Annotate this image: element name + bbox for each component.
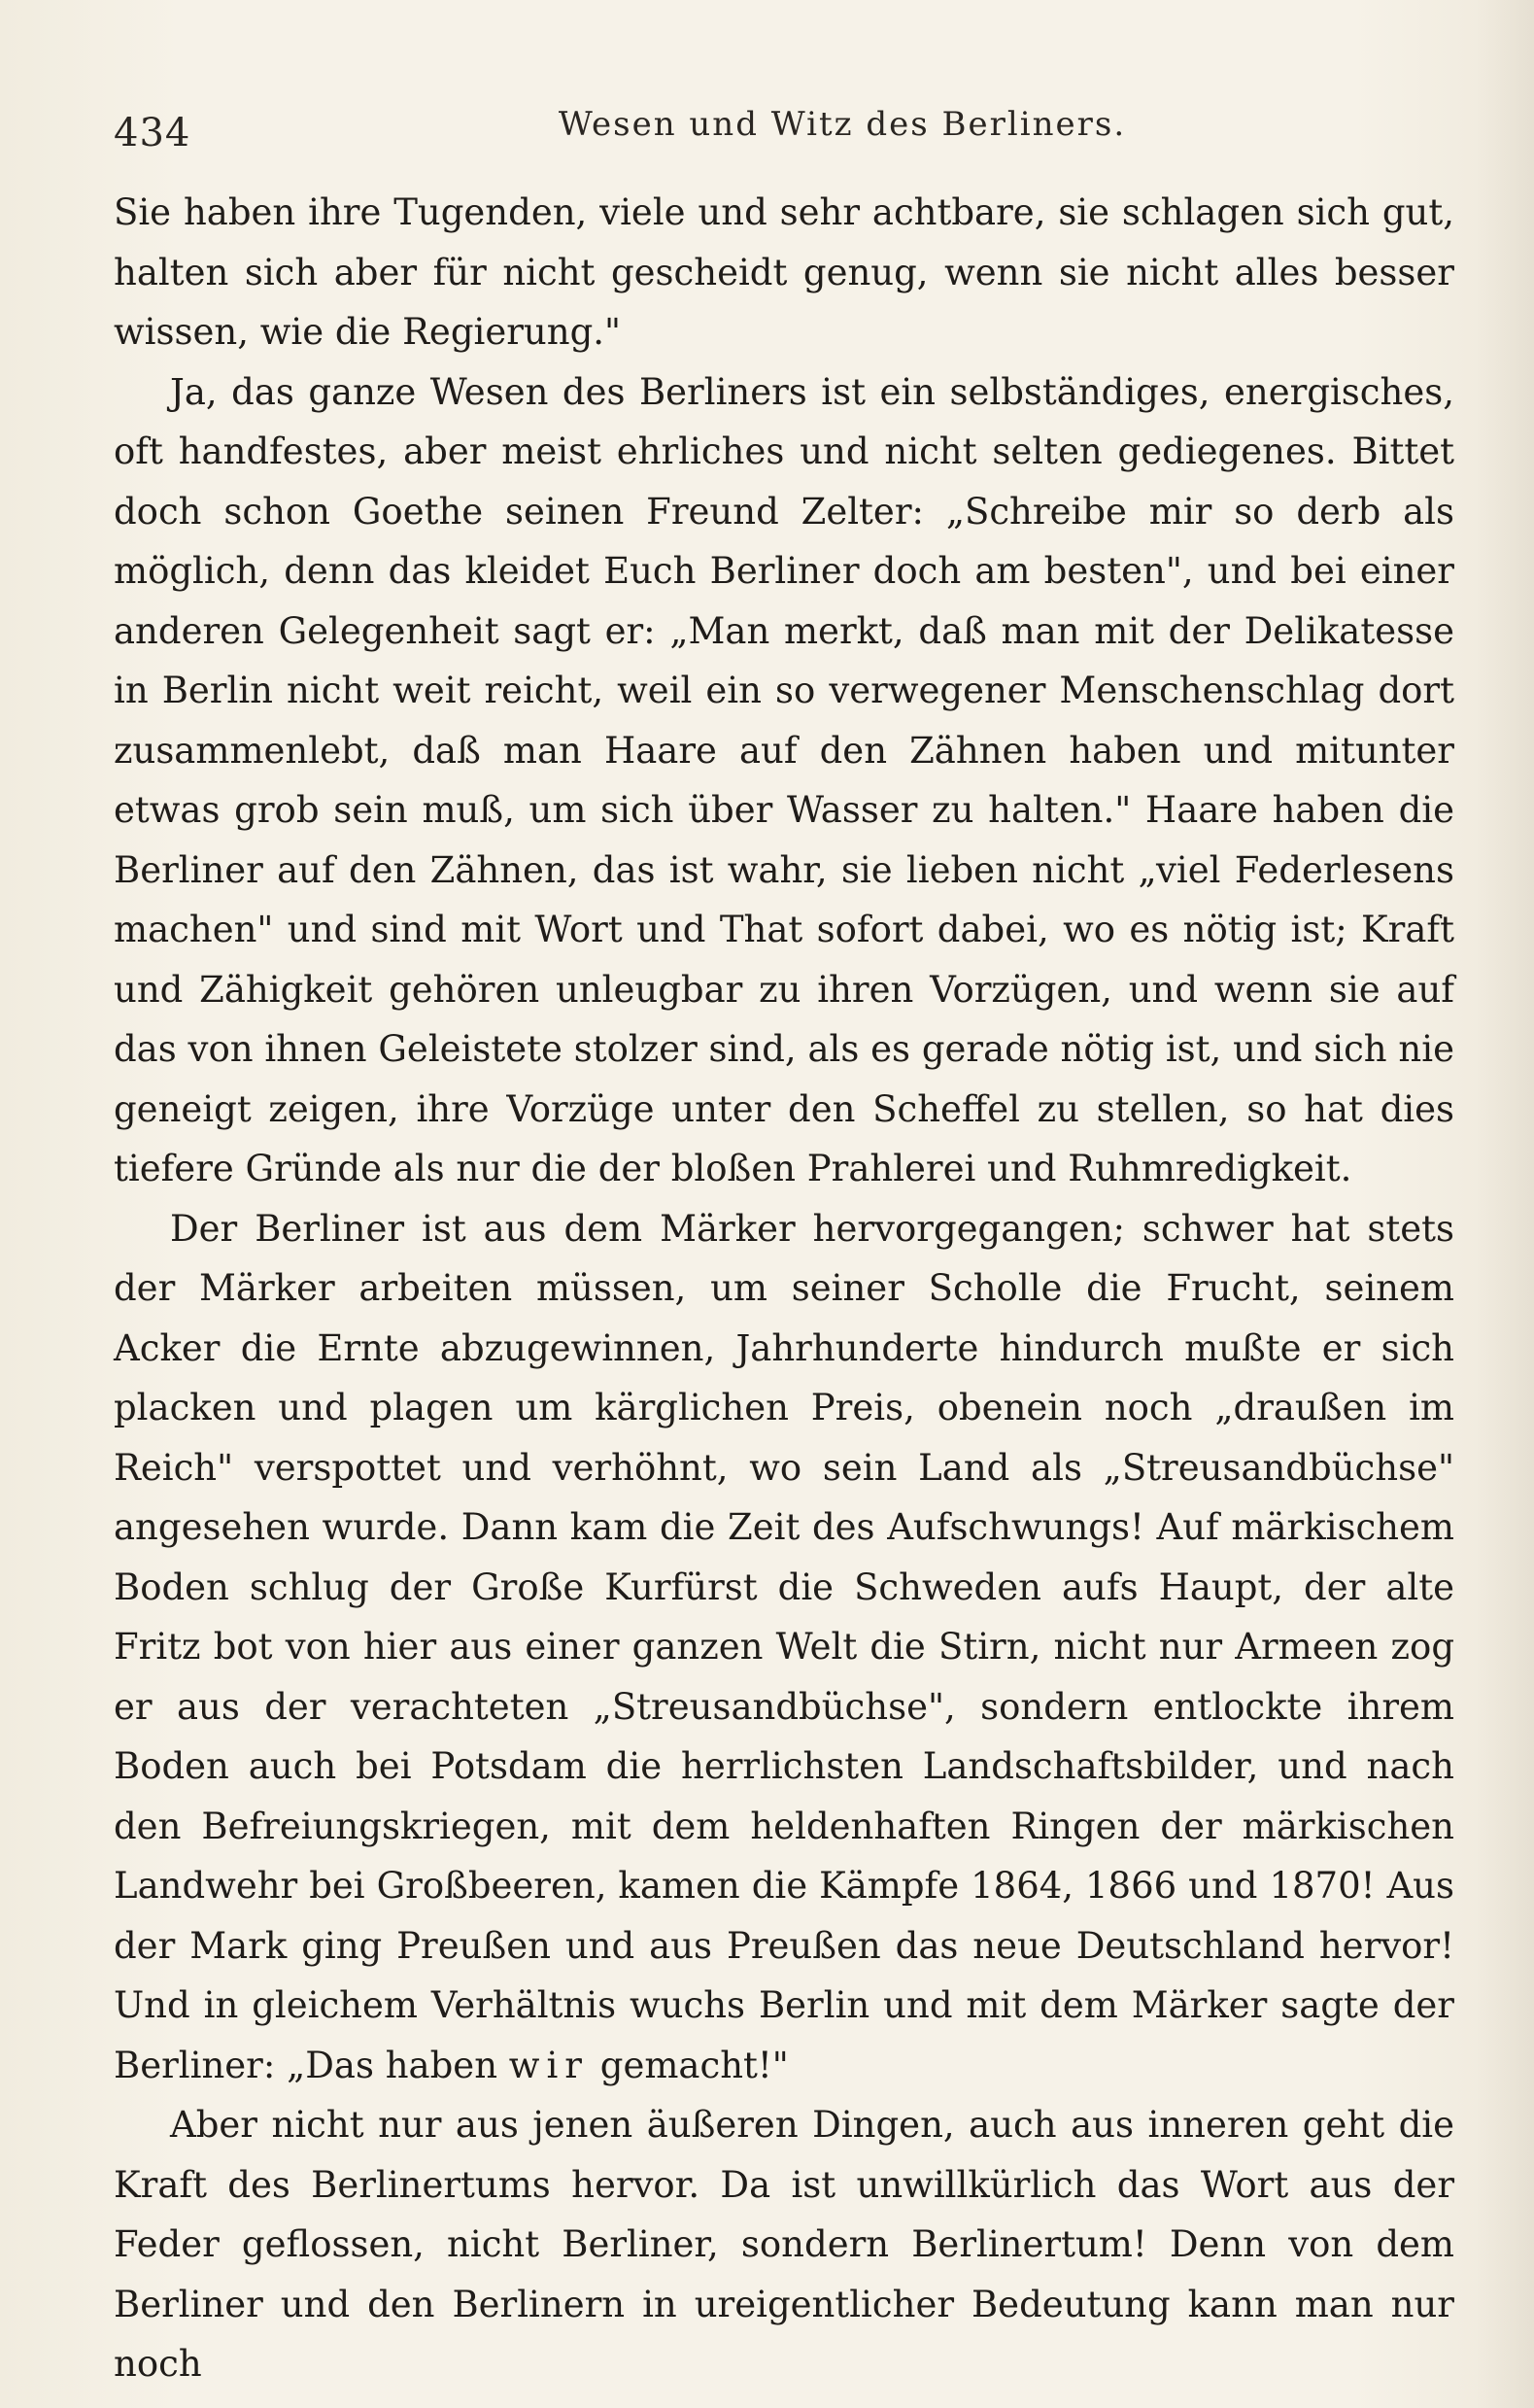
- paragraph-3-text-end: gemacht!": [599, 2044, 789, 2086]
- page-number: 434: [114, 111, 191, 155]
- page-header: [114, 97, 1454, 165]
- body-text: [114, 183, 1454, 2394]
- running-title: Wesen und Witz des Berliners.: [558, 105, 1127, 144]
- paragraph-4: Aber nicht nur aus jenen äußeren Dingen, auch aus inneren geht die Kraft des Berlinertums hervor. Da ist unwillkürlich das Wort aus der Feder geflossen, nicht Berliner, sondern Berlinertum! Denn von dem Berliner und den Berlinern in ureigentlicher Bedeutung kann man nur noch: [114, 2104, 1454, 2385]
- paragraph-3-text: Der Berliner ist aus dem Märker hervorgegangen; schwer hat stets der Märker arbeiten müssen, um seiner Scholle die Frucht, seinem Acker die Ernte abzugewinnen, Jahrhunderte hindurch mußte er sich placken und plagen um kärglichen Preis, obenein noch „draußen im Reich" verspottet und verhöhnt, wo sein Land als „Streusandbüchse" angesehen wurde. Dann kam die Zeit des Aufschwungs! Auf märkischem Boden schlug der Große Kurfürst die Schweden aufs Haupt, der alte Fritz bot von hier aus einer ganzen Welt die Stirn, nicht nur Armeen zog er aus der verachteten „Streusandbüchse", sondern entlockte ihrem Boden auch bei Potsdam die herrlichsten Landschaftsbilder, und nach den Befreiungskriegen, mit dem heldenhaften Ringen der märkischen Landwehr bei Großbeeren, kamen die Kämpfe 1864, 1866 und 1870! Aus der Mark ging Preußen und aus Preußen das neue Deutschland hervor! Und in gleichem Verhältnis wuchs Berlin und mit dem Märker sagte der Berliner: „Das haben: [114, 1207, 1454, 2086]
- paragraph-3-emphasis: wir: [508, 2044, 589, 2086]
- page-edge-shadow: [1476, 0, 1534, 2408]
- paragraph-3: [114, 1199, 1454, 2096]
- paragraph-2: Ja, das ganze Wesen des Berliners ist ein selbständiges, energisches, oft handfestes, aber meist ehrliches und nicht selten gediegenes. Bittet doch schon Goethe seinen Freund Zelter: „Schreibe mir so derb als möglich, denn das kleidet Euch Berliner doch am besten", und bei einer anderen Gelegenheit sagt er: „Man merkt, daß man mit der Delikatesse in Berlin nicht weit reicht, weil ein so verwegener Menschenschlag dort zusammenlebt, daß man Haare auf den Zähnen haben und mitunter etwas grob sein muß, um sich über Wasser zu halten." Haare haben die Berliner auf den Zähnen, das ist wahr, sie lieben nicht „viel Federlesens machen" und sind mit Wort und That sofort dabei, wo es nötig ist; Kraft und Zähigkeit gehören unleugbar zu ihren Vorzügen, und wenn sie auf das von ihnen Geleistete stolzer sind, als es gerade nötig ist, und sich nie geneigt zeigen, ihre Vorzüge unter den Scheffel zu stellen, so hat dies tiefere Gründe als nur die der bloßen Prahlerei und Ruhmredigkeit.: [114, 370, 1454, 1189]
- paragraph-1: Sie haben ihre Tugenden, viele und sehr achtbare, sie schlagen sich gut, halten sich aber für nicht gescheidt genug, wenn sie nicht alles besser wissen, wie die Regierung.": [114, 191, 1454, 353]
